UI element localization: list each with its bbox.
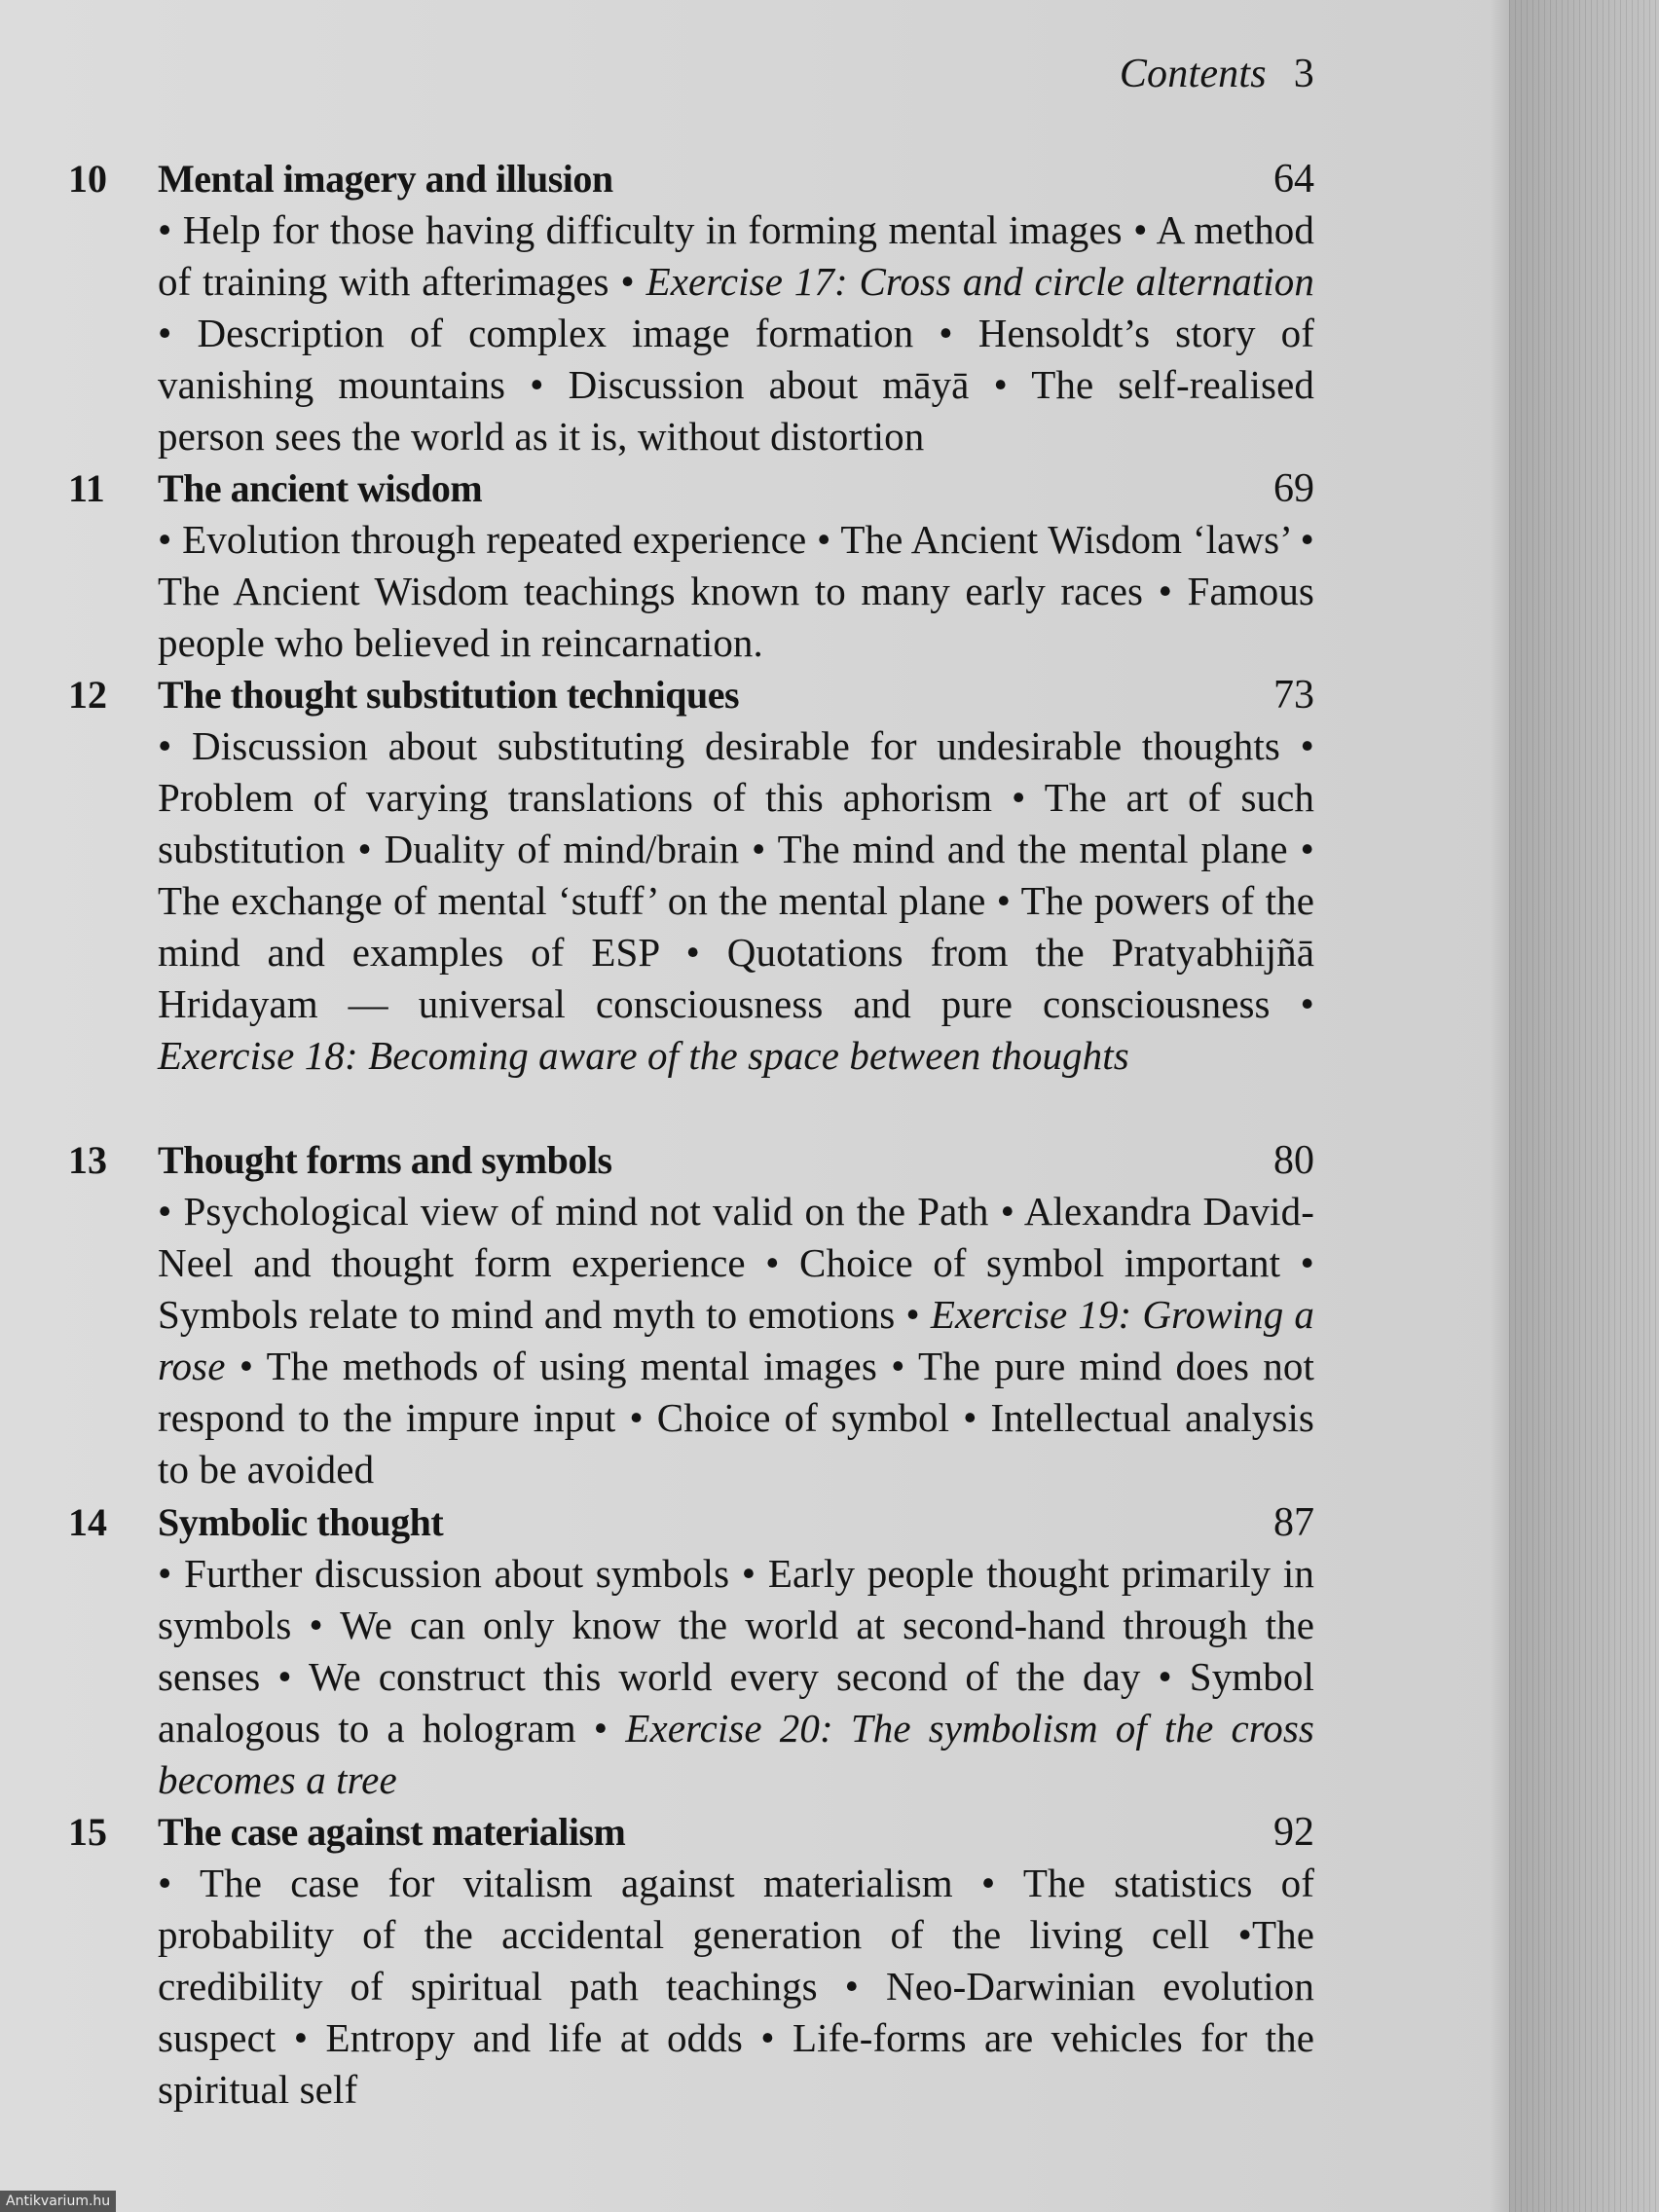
chapter-title-row (158, 1807, 1314, 1858)
chapter-description (158, 1858, 1314, 2116)
chapter-number: 14 (68, 1500, 107, 1544)
running-header (1120, 51, 1314, 97)
chapter-page-number: 80 (1273, 1138, 1314, 1183)
chapter-title-row (158, 670, 1314, 720)
chapter-title-row (158, 1497, 1314, 1548)
exercise-title: Exercise 17: Cross and circle alternation (645, 259, 1314, 304)
chapter-title: The thought substitution techniques (158, 673, 740, 717)
description-text: • Evolution through repeated experience • The Ancient Wisdom ‘laws’ • The Ancient Wisdom teachings known to many early races • Famous people who believed in reincarnation. (158, 517, 1314, 665)
chapter-title: The case against materialism (158, 1810, 626, 1854)
site-watermark: Antikvarium.hu (0, 2191, 116, 2212)
chapter-description (158, 1548, 1314, 1806)
running-header-page-number: 3 (1293, 52, 1314, 96)
chapter-title: Mental imagery and illusion (158, 157, 613, 201)
chapter-number: 10 (68, 157, 107, 201)
toc-entry-15 (68, 1807, 1314, 2116)
chapter-description (158, 204, 1314, 462)
toc-entry-14 (68, 1497, 1314, 1807)
chapter-title: The ancient wisdom (158, 466, 483, 510)
description-text: • Description of complex image formation • Hensoldt’s story of vanishing mountains • Discussion about māyā • The self-realised person sees the world as it is, without distortion (158, 311, 1314, 459)
chapter-page-number: 92 (1273, 1810, 1314, 1855)
toc-entry-12 (68, 670, 1314, 1135)
chapter-description (158, 1186, 1314, 1495)
description-text: • The case for vitalism against materialism • The statistics of probability of the accidental generation of the living cell •The credibility of spiritual path teachings • Neo-Darwinian evolution suspect • Entropy and life at odds • Life-forms are vehicles for the spiritual self (158, 1861, 1314, 2112)
chapter-title-row (158, 154, 1314, 204)
exercise-title: Exercise 18: Becoming aware of the space between thoughts (158, 1033, 1129, 1078)
description-text: • Further discussion about symbols • Early people thought primarily in symbols • We can only know the world at second-hand through the senses • We construct this world every second of the day • Symbol analogous to a hologram • (158, 1551, 1314, 1751)
description-text: • Discussion about substituting desirable for undesirable thoughts • Problem of varying translations of this aphorism • The art of such substitution • Duality of mind/brain • The mind and the mental plane • The exchange of mental ‘stuff’ on the mental plane • The powers of the mind and examples of ESP • Quotations from the Pratyabhijñā Hridayam — universal consciousness and pure consciousness • (158, 723, 1314, 1026)
chapter-description (158, 514, 1314, 669)
chapter-page-number: 73 (1273, 673, 1314, 718)
chapter-title-row (158, 1135, 1314, 1186)
toc-entry-13 (68, 1135, 1314, 1497)
chapter-title-row (158, 463, 1314, 514)
description-text: • Help for those having difficulty in forming mental images • A method of training with afterimages • (158, 207, 1314, 304)
chapter-description (158, 720, 1314, 1082)
running-header-title: Contents (1119, 52, 1267, 96)
exercise-title: Exercise 19: Growing a rose (158, 1292, 1314, 1388)
chapter-number: 13 (68, 1138, 107, 1182)
table-of-contents (68, 154, 1314, 2116)
toc-entry-10 (68, 154, 1314, 463)
description-text: • The methods of using mental images • The pure mind does not respond to the impure input • Choice of symbol • Intellectual analysis to be avoided (158, 1344, 1314, 1492)
adjacent-page-edges (1509, 0, 1659, 2212)
description-text: • Psychological view of mind not valid on the Path • Alexandra David-Neel and thought form experience • Choice of symbol important • Symbols relate to mind and myth to emotions • (158, 1189, 1314, 1337)
chapter-page-number: 69 (1273, 466, 1314, 511)
chapter-number: 12 (68, 673, 107, 717)
chapter-number: 15 (68, 1810, 107, 1854)
chapter-title: Thought forms and symbols (158, 1138, 612, 1182)
chapter-page-number: 87 (1273, 1500, 1314, 1545)
exercise-title: Exercise 20: The symbolism of the cross becomes a tree (158, 1706, 1314, 1802)
chapter-title: Symbolic thought (158, 1500, 444, 1544)
toc-entry-11 (68, 463, 1314, 670)
chapter-page-number: 64 (1273, 157, 1314, 202)
chapter-number: 11 (68, 466, 105, 510)
